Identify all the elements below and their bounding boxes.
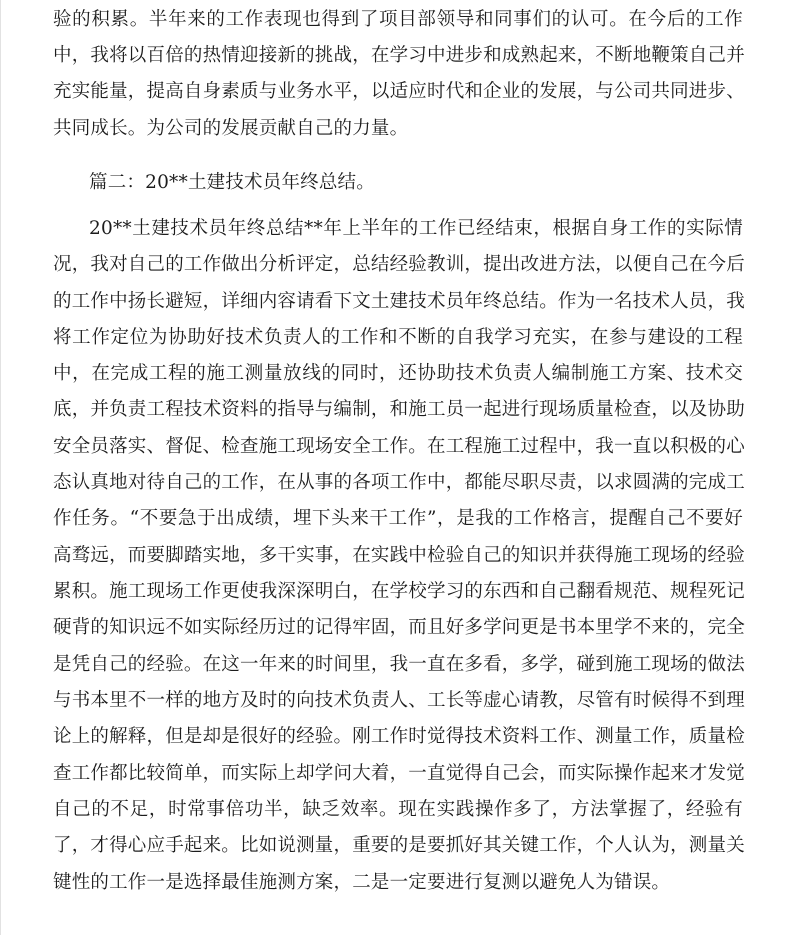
body-text-line: 查工作都比较简单，而实际上却学问大着，一直觉得自己会，而实际操作起来才发觉 [53,763,745,784]
body-text-line: 20**土建技术员年终总结**年上半年的工作已经结束，根据自身工作的实际情 [89,218,743,239]
body-text-line: 与书本里不一样的地方及时的向技术负责人、工长等虚心请教，尽管有时候得不到理 [53,690,745,711]
body-text-line: 论上的解释，但是却是很好的经验。刚工作时觉得技术资料工作、测量工作，质量检 [53,726,745,747]
body-text-line: 验的积累。半年来的工作表现也得到了项目部领导和同事们的认可。在今后的工作 [53,9,743,30]
body-text-line: 的工作中扬长避短，详细内容请看下文土建技术员年终总结。作为一名技术人员，我 [53,291,745,312]
body-text-line: 了，才得心应手起来。比如说测量，重要的是要抓好其关键工作，个人认为，测量关 [53,835,745,856]
body-text-line: 累积。施工现场工作更使我深深明白，在学校学习的东西和自己翻看规范、规程死记 [53,581,745,602]
body-text-line: 将工作定位为协助好技术负责人的工作和不断的自我学习充实，在参与建设的工程 [53,327,743,348]
body-text-line: 键性的工作一是选择最佳施测方案，二是一定要进行复测以避免人为错误。 [53,872,671,893]
body-text-line: 自己的不足，时常事倍功半，缺乏效率。现在实践操作多了，方法掌握了，经验有 [53,799,743,820]
body-text-line: 充实能量，提高自身素质与业务水平，以适应时代和企业的发展，与公司共同进步、 [53,81,745,102]
body-text-line: 是凭自己的经验。在这一年来的时间里，我一直在多看，多学，碰到施工现场的做法 [53,654,745,675]
body-text-line: 中，我将以百倍的热情迎接新的挑战，在学习中进步和成熟起来，不断地鞭策自己并 [53,45,745,66]
body-text-line: 高骛远，而要脚踏实地，多干实事，在实践中检验自己的知识并获得施工现场的经验 [53,545,745,566]
body-text-line: 安全员落实、督促、检查施工现场安全工作。在工程施工过程中，我一直以积极的心 [53,436,745,457]
body-text-line: 中，在完成工程的施工测量放线的同时，还协助技术负责人编制施工方案、技术交 [53,363,743,384]
body-text-line: 硬背的知识远不如实际经历过的记得牢固，而且好多学问更是书本里学不来的，完全 [53,617,745,638]
body-text-line: 作任务。“不要急于出成绩，埋下头来干工作”，是我的工作格言，提醒自己不要好 [53,508,743,529]
section-heading: 篇二：20**土建技术员年终总结。 [89,172,375,193]
body-text-line: 底，并负责工程技术资料的指导与编制，和施工员一起进行现场质量检查，以及协助 [53,399,745,420]
body-text-line: 共同成长。为公司的发展贡献自己的力量。 [53,118,409,139]
body-text-line: 况，我对自己的工作做出分析评定，总结经验教训，提出改进方法，以便自己在今后 [53,254,745,275]
body-text-line: 态认真地对待自己的工作，在从事的各项工作中，都能尽职尽责，以求圆满的完成工 [53,472,745,493]
